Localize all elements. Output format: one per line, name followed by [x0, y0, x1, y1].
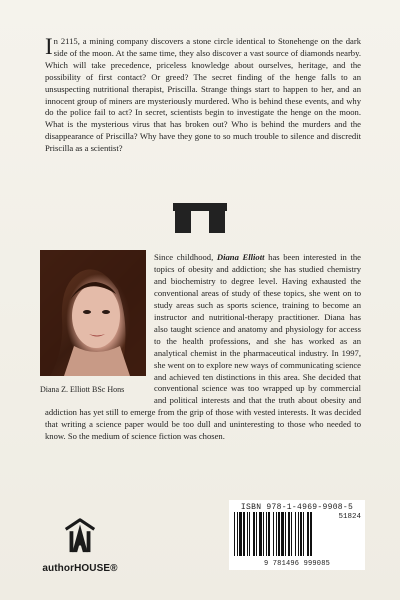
- synopsis-text: n 2115, a mining company discovers a stone circle identical to Stonehenge on the dark side of the moon. At the same time, they also discover a vast source of diamonds nearby. Which will take precedence, priceless knowledge about ourselves, heritage, and the possibility of first contact? Or greed? The secret finding of the henge falls to an unsuspecting nutritional therapist, Priscilla. Strange things start to happen to her, and an innocent group of miners are mysteriously murdered. Who is behind these events, and why do the police fail to act? In secret, scientists begin to investigate the henge on the moon. What is the mysterious virus that has broken out? Who is behind the murders and the disappearance of Priscilla? Why have they gone to so much trouble to silence and discredit Priscilla as a scientist?: [45, 36, 361, 154]
- authorhouse-logo-icon: [61, 516, 99, 554]
- bio-intro: Since childhood,: [154, 252, 217, 262]
- photo-caption: Diana Z. Elliott BSc Hons: [40, 385, 125, 394]
- drop-cap: I: [45, 34, 53, 59]
- author-name: Diana Elliott: [216, 252, 265, 262]
- publisher-logo: [40, 516, 120, 574]
- barcode-digits: 9 781496 999085: [263, 560, 330, 568]
- bio-body: has been interested in the topics of obesity and addiction; she has studied chemistry and biochemistry to degree level. Having exhausted the conventional areas of study of these topics, she went on to study areas such as sports science, training to become an instructor and nutritional-therapy practitioner. Diana has also taught science and anatomy and physiology for access to the health professions, and she has worked as an analytical chemist in the pharmaceutical industry. In 1997, she went on to explore new ways of communicating science and achieved ten distinctions in this area. She decided that conventional science was too wrapped up by commercial and political interests and that the truth about obesity and addiction has yet still to emerge from the grip of those with vested interests. It was decided that writing a science paper would be too dull and uninteresting to those who needed to know. So the medium of science fiction was chosen.: [45, 252, 361, 442]
- barcode-bars: [234, 512, 330, 556]
- publisher-name: authorHOUSE®: [42, 563, 118, 574]
- stonehenge-icon: [173, 203, 227, 238]
- price-code: 51824: [338, 513, 361, 521]
- isbn-barcode: [229, 500, 365, 570]
- synopsis-blurb: [45, 36, 361, 155]
- isbn-label: ISBN 978-1-4969-9908-5: [240, 503, 354, 512]
- author-bio: [45, 252, 361, 443]
